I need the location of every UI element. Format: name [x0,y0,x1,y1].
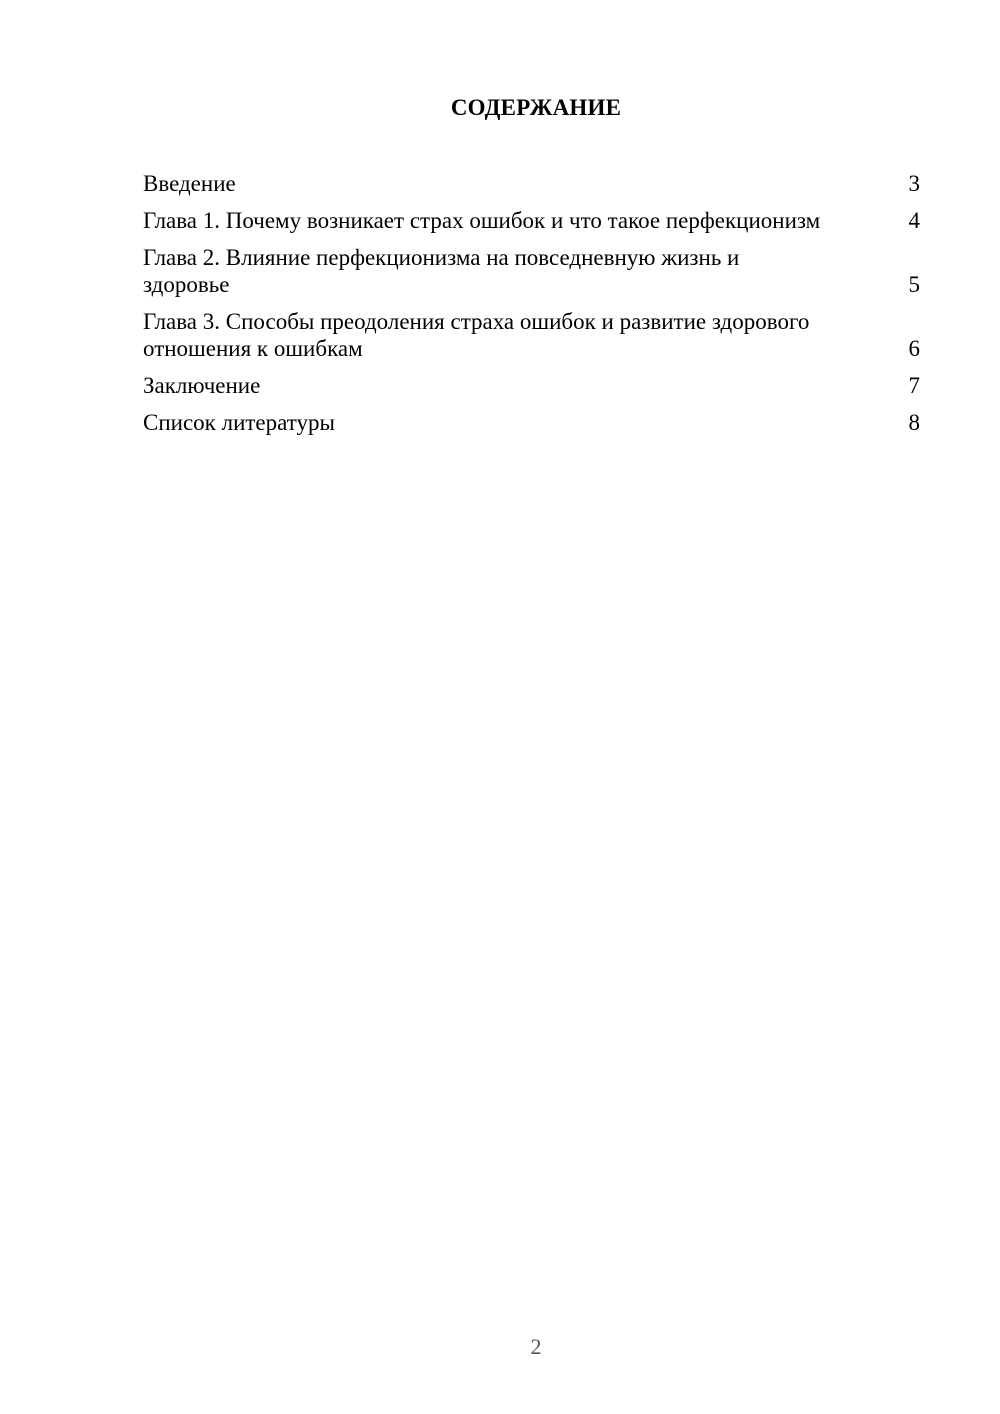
toc-entry-text: Введение [143,171,236,196]
toc-entry-chapter-1 [143,207,920,234]
page-number: 2 [530,1334,542,1359]
page-title: СОДЕРЖАНИЕ [450,95,622,120]
toc-entry-page: 4 [908,208,920,233]
toc-entry-introduction [143,170,920,197]
toc-entry-page: 3 [908,171,920,196]
toc-entry-page: 6 [908,336,920,361]
toc-entry-chapter-2 [143,244,920,298]
toc-entry-text: Список литературы [143,410,335,435]
toc-entry-page: 7 [908,373,920,398]
toc-entry-page: 5 [908,272,920,297]
toc-entry-page: 8 [908,410,920,435]
toc-entry-text: Заключение [143,373,261,398]
toc-entry-text: Глава 1. Почему возникает страх ошибок и что такое перфекционизм [143,208,821,233]
toc-entry-chapter-3 [143,308,920,362]
toc-entry-references [143,409,920,436]
toc-entry-conclusion [143,372,920,399]
table-of-contents [143,170,920,446]
toc-entry-text: Глава 3. Способы преодоления страха ошибок и развитие здорового отношения к ошибкам [143,309,810,361]
toc-entry-text: Глава 2. Влияние перфекционизма на повседневную жизнь и здоровье [143,245,740,297]
